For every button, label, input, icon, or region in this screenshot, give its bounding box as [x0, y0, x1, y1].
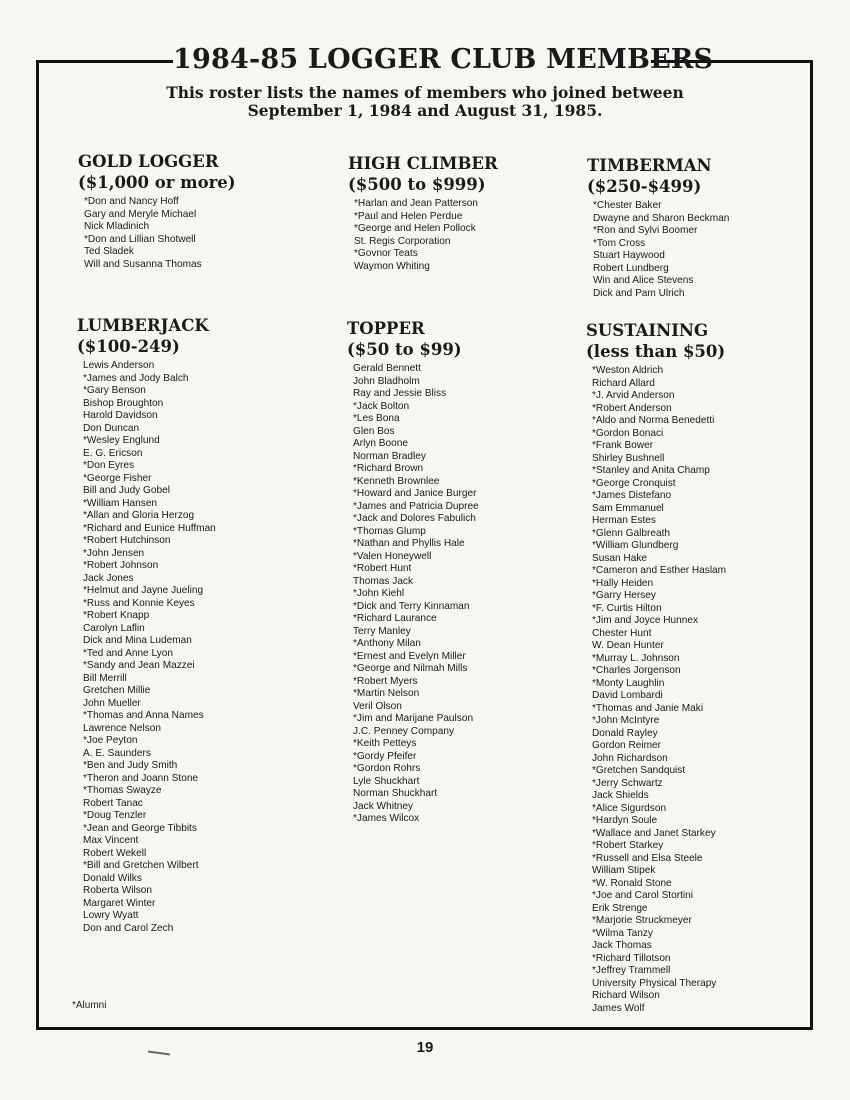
member-name: *Theron and Joann Stone	[83, 772, 199, 784]
member-name: *Sandy and Jean Mazzei	[83, 660, 195, 671]
member-name: Harold Davidson	[83, 410, 158, 421]
section-heading: SUSTAINING	[586, 321, 709, 340]
member-name: *James Distefano	[592, 490, 672, 501]
member-name: Waymon Whiting	[354, 260, 430, 272]
member-name: *Cameron and Esther Haslam	[592, 565, 727, 576]
member-name: William Stipek	[592, 865, 656, 876]
member-name: Gerald Bennett	[353, 363, 421, 374]
member-name: Richard Wilson	[592, 990, 660, 1001]
member-name: *Martin Nelson	[353, 688, 420, 699]
member-name: *Murray L. Johnson	[592, 652, 680, 664]
member-name: *Bill and Gretchen Wilbert	[83, 860, 199, 871]
member-name: Glen Bos	[353, 425, 395, 437]
member-name: *George Fisher	[83, 472, 152, 484]
member-name: *Gary Benson	[83, 385, 146, 396]
member-name: *George and Helen Pollock	[354, 223, 476, 234]
section-range: ($1,000 or more)	[78, 173, 236, 192]
member-name: *Robert Anderson	[592, 402, 672, 414]
member-name: *Robert Myers	[353, 675, 418, 687]
intro-text	[60, 84, 790, 120]
member-name: *Chester Baker	[593, 200, 662, 211]
member-name: *Valen Honeywell	[353, 550, 432, 562]
member-name: *Jim and Joyce Hunnex	[592, 615, 699, 626]
member-name: *Alice Sigurdson	[592, 802, 667, 814]
page-number: 19	[416, 1039, 434, 1056]
member-name: *Jim and Marijane Paulson	[353, 713, 474, 724]
member-name: Jack Jones	[83, 572, 134, 584]
member-name: *Don Eyres	[83, 460, 135, 471]
member-name: *Robert Johnson	[83, 560, 159, 571]
section-topper	[347, 318, 479, 826]
member-name: *Tom Cross	[593, 237, 646, 249]
member-name: John Bladholm	[353, 375, 420, 387]
section-heading: HIGH CLIMBER	[348, 154, 498, 173]
member-name: *Gretchen Sandquist	[592, 765, 686, 776]
member-list	[77, 360, 216, 935]
member-name: *William Hansen	[83, 497, 158, 509]
member-name: *Gordon Rohrs	[353, 763, 421, 774]
member-name: Win and Alice Stevens	[593, 275, 694, 286]
member-name: *Keith Petteys	[353, 738, 417, 749]
member-name: *Weston Aldrich	[592, 365, 664, 376]
member-name: *John Kiehl	[353, 588, 405, 599]
member-name: *Hally Heiden	[592, 577, 654, 589]
member-name: James Wolf	[592, 1002, 645, 1014]
member-name: W. Dean Hunter	[592, 640, 664, 651]
member-name: Jack Thomas	[592, 940, 652, 951]
section-range: ($250-$499)	[587, 177, 702, 196]
member-name: Bill Merrill	[83, 672, 127, 684]
member-name: *Jerry Schwartz	[592, 777, 663, 789]
member-name: Norman Shuckhart	[353, 788, 438, 799]
member-name: *Aldo and Norma Benedetti	[592, 415, 715, 426]
section-range: ($500 to $999)	[348, 175, 486, 194]
member-name: Erik Strenge	[592, 902, 648, 914]
member-name: Donald Rayley	[592, 727, 658, 739]
member-name: Herman Estes	[592, 515, 656, 526]
member-name: *Charles Jorgenson	[592, 665, 681, 676]
member-name: *F. Curtis Hilton	[592, 602, 662, 614]
member-name: *Dick and Terry Kinnaman	[353, 600, 470, 612]
member-name: *Russell and Elsa Steele	[592, 852, 703, 864]
member-name: Will and Susanna Thomas	[84, 258, 202, 270]
member-name: *Harlan and Jean Patterson	[354, 198, 479, 209]
member-name: *Paul and Helen Perdue	[354, 210, 463, 222]
member-name: Stuart Haywood	[593, 250, 665, 261]
member-name: Jack Shields	[592, 790, 649, 801]
member-name: *Wesley Englund	[83, 435, 160, 446]
member-name: Sam Emmanuel	[592, 502, 664, 514]
member-name: Ted Sladek	[84, 246, 134, 257]
member-name: Nick Mladinich	[84, 221, 150, 232]
member-name: *Richard Tillotson	[592, 952, 671, 964]
member-name: *James and Patricia Dupree	[353, 500, 479, 512]
member-list	[78, 196, 236, 271]
member-name: Dwayne and Sharon Beckman	[593, 212, 730, 224]
section-sustaining	[586, 320, 726, 1015]
member-name: *Russ and Konnie Keyes	[83, 597, 195, 609]
member-name: *Marjorie Struckmeyer	[592, 915, 692, 926]
member-name: *James and Jody Balch	[83, 372, 189, 384]
member-name: Arlyn Boone	[353, 438, 408, 449]
member-name: *Jean and George Tibbits	[83, 822, 197, 834]
member-name: Robert Lundberg	[593, 262, 669, 274]
member-name: *Joe and Carol Stortini	[592, 890, 693, 901]
member-name: Chester Hunt	[592, 627, 652, 639]
member-name: Richard Allard	[592, 377, 655, 389]
member-name: University Physical Therapy	[592, 977, 717, 989]
member-name: *John McIntyre	[592, 715, 660, 726]
member-name: Dick and Pam Ulrich	[593, 287, 685, 299]
member-name: *Frank Bower	[592, 440, 654, 451]
member-list	[587, 200, 729, 300]
member-name: *Doug Tenzler	[83, 810, 147, 821]
member-name: *Richard and Eunice Huffman	[83, 522, 216, 534]
member-name: Don and Carol Zech	[83, 922, 174, 934]
member-name: Bill and Judy Gobel	[83, 485, 170, 496]
member-name: *George Cronquist	[592, 477, 676, 489]
member-name: *Monty Laughlin	[592, 677, 665, 689]
member-name: David Lombardi	[592, 690, 663, 701]
member-name: Lewis Anderson	[83, 360, 155, 371]
member-name: *Thomas Swayze	[83, 785, 162, 796]
member-name: *Richard Brown	[353, 463, 424, 474]
member-name: Gordon Reimer	[592, 740, 662, 751]
section-heading: TOPPER	[347, 319, 425, 338]
member-name: *Gordy Pfeifer	[353, 750, 417, 762]
member-name: *Govnor Teats	[354, 248, 418, 259]
section-heading: TIMBERMAN	[587, 156, 712, 175]
member-name: John Richardson	[592, 752, 668, 764]
member-name: *Gordon Bonaci	[592, 427, 664, 439]
member-name: *Jack and Dolores Fabulich	[353, 513, 476, 524]
member-name: John Mueller	[83, 697, 141, 709]
member-name: A. E. Saunders	[83, 747, 151, 759]
member-name: *Thomas and Anna Names	[83, 710, 204, 721]
member-name: *Robert Knapp	[83, 610, 150, 621]
member-name: Robert Wekell	[83, 847, 147, 859]
member-name: *Don and Lillian Shotwell	[84, 233, 196, 245]
intro-line-2: September 1, 1984 and August 31, 1985.	[247, 101, 603, 120]
member-name: St. Regis Corporation	[354, 235, 451, 247]
member-name: *John Jensen	[83, 547, 145, 559]
member-name: *James Wilcox	[353, 813, 420, 824]
member-name: Roberta Wilson	[83, 885, 153, 896]
section-high-climber	[348, 153, 498, 273]
member-name: Robert Tanac	[83, 797, 143, 809]
member-name: Lawrence Nelson	[83, 722, 161, 734]
member-list	[586, 365, 726, 1015]
member-name: *Nathan and Phyllis Hale	[353, 538, 465, 549]
member-name: *George and Nilmah Mills	[353, 663, 468, 674]
member-name: *Helmut and Jayne Jueling	[83, 585, 204, 596]
member-name: Jack Whitney	[353, 800, 414, 812]
section-range: (less than $50)	[586, 342, 726, 361]
section-lumberjack	[77, 315, 216, 935]
member-name: *Robert Hunt	[353, 563, 412, 574]
member-name: E. G. Ericson	[83, 447, 143, 459]
member-name: *Richard Laurance	[353, 613, 437, 624]
member-name: Carolyn Laflin	[83, 622, 145, 634]
section-gold-logger	[78, 151, 236, 271]
member-name: Lyle Shuckhart	[353, 775, 420, 787]
member-name: *Ron and Sylvi Boomer	[593, 225, 698, 236]
member-name: *Ben and Judy Smith	[83, 760, 178, 771]
member-name: *Joe Peyton	[83, 735, 138, 746]
member-name: *W. Ronald Stone	[592, 877, 672, 889]
member-name: *Robert Starkey	[592, 840, 664, 851]
alumni-footnote: *Alumni	[72, 1000, 107, 1011]
section-heading: LUMBERJACK	[77, 316, 209, 335]
member-name: Margaret Winter	[83, 897, 156, 909]
intro-line-1: This roster lists the names of members who joined between	[166, 83, 684, 102]
member-name: *Thomas Glump	[353, 525, 426, 537]
member-name: Shirley Bushnell	[592, 452, 665, 464]
member-name: Susan Hake	[592, 552, 647, 564]
member-list	[347, 363, 479, 826]
member-name: Lowry Wyatt	[83, 910, 139, 921]
section-heading: GOLD LOGGER	[78, 152, 219, 171]
member-name: J.C. Penney Company	[353, 725, 454, 737]
member-name: *Don and Nancy Hoff	[84, 196, 179, 207]
member-name: *Wilma Tanzy	[592, 927, 653, 939]
member-name: Norman Bradley	[353, 450, 426, 462]
member-name: Max Vincent	[83, 835, 139, 846]
section-timberman	[587, 155, 729, 300]
member-list	[348, 198, 498, 273]
member-name: *Garry Hersey	[592, 590, 656, 601]
member-name: *Jeffrey Trammell	[592, 965, 671, 976]
member-name: *Robert Hutchinson	[83, 535, 171, 546]
member-name: Ray and Jessie Bliss	[353, 388, 447, 399]
member-name: *Thomas and Janie Maki	[592, 702, 704, 714]
member-name: *Ted and Anne Lyon	[83, 647, 173, 659]
member-name: *Glenn Galbreath	[592, 527, 670, 539]
section-range: ($100-249)	[77, 337, 180, 356]
member-name: Thomas Jack	[353, 575, 414, 587]
member-name: Don Duncan	[83, 422, 140, 434]
member-name: Dick and Mina Ludeman	[83, 635, 192, 646]
member-name: *Allan and Gloria Herzog	[83, 510, 195, 521]
member-name: Bishop Broughton	[83, 397, 164, 409]
member-name: *J. Arvid Anderson	[592, 390, 675, 401]
member-name: *Kenneth Brownlee	[353, 475, 440, 487]
member-name: Donald Wilks	[83, 872, 142, 884]
member-name: Gary and Meryle Michael	[84, 208, 197, 220]
member-name: *Stanley and Anita Champ	[592, 465, 710, 476]
member-name: *Jack Bolton	[353, 400, 410, 412]
member-name: *Ernest and Evelyn Miller	[353, 650, 466, 662]
member-name: *Wallace and Janet Starkey	[592, 827, 716, 839]
section-range: ($50 to $99)	[347, 340, 462, 359]
member-name: *Howard and Janice Burger	[353, 488, 477, 499]
member-name: Terry Manley	[353, 625, 411, 637]
member-name: Veril Olson	[353, 700, 402, 712]
member-name: *Hardyn Soule	[592, 815, 658, 826]
member-name: *Les Bona	[353, 413, 400, 424]
member-name: Gretchen Millie	[83, 685, 151, 696]
member-name: *William Glundberg	[592, 540, 679, 551]
page-title: 1984-85 LOGGER CLUB MEMBERS	[173, 40, 651, 80]
member-name: *Anthony Milan	[353, 638, 421, 649]
